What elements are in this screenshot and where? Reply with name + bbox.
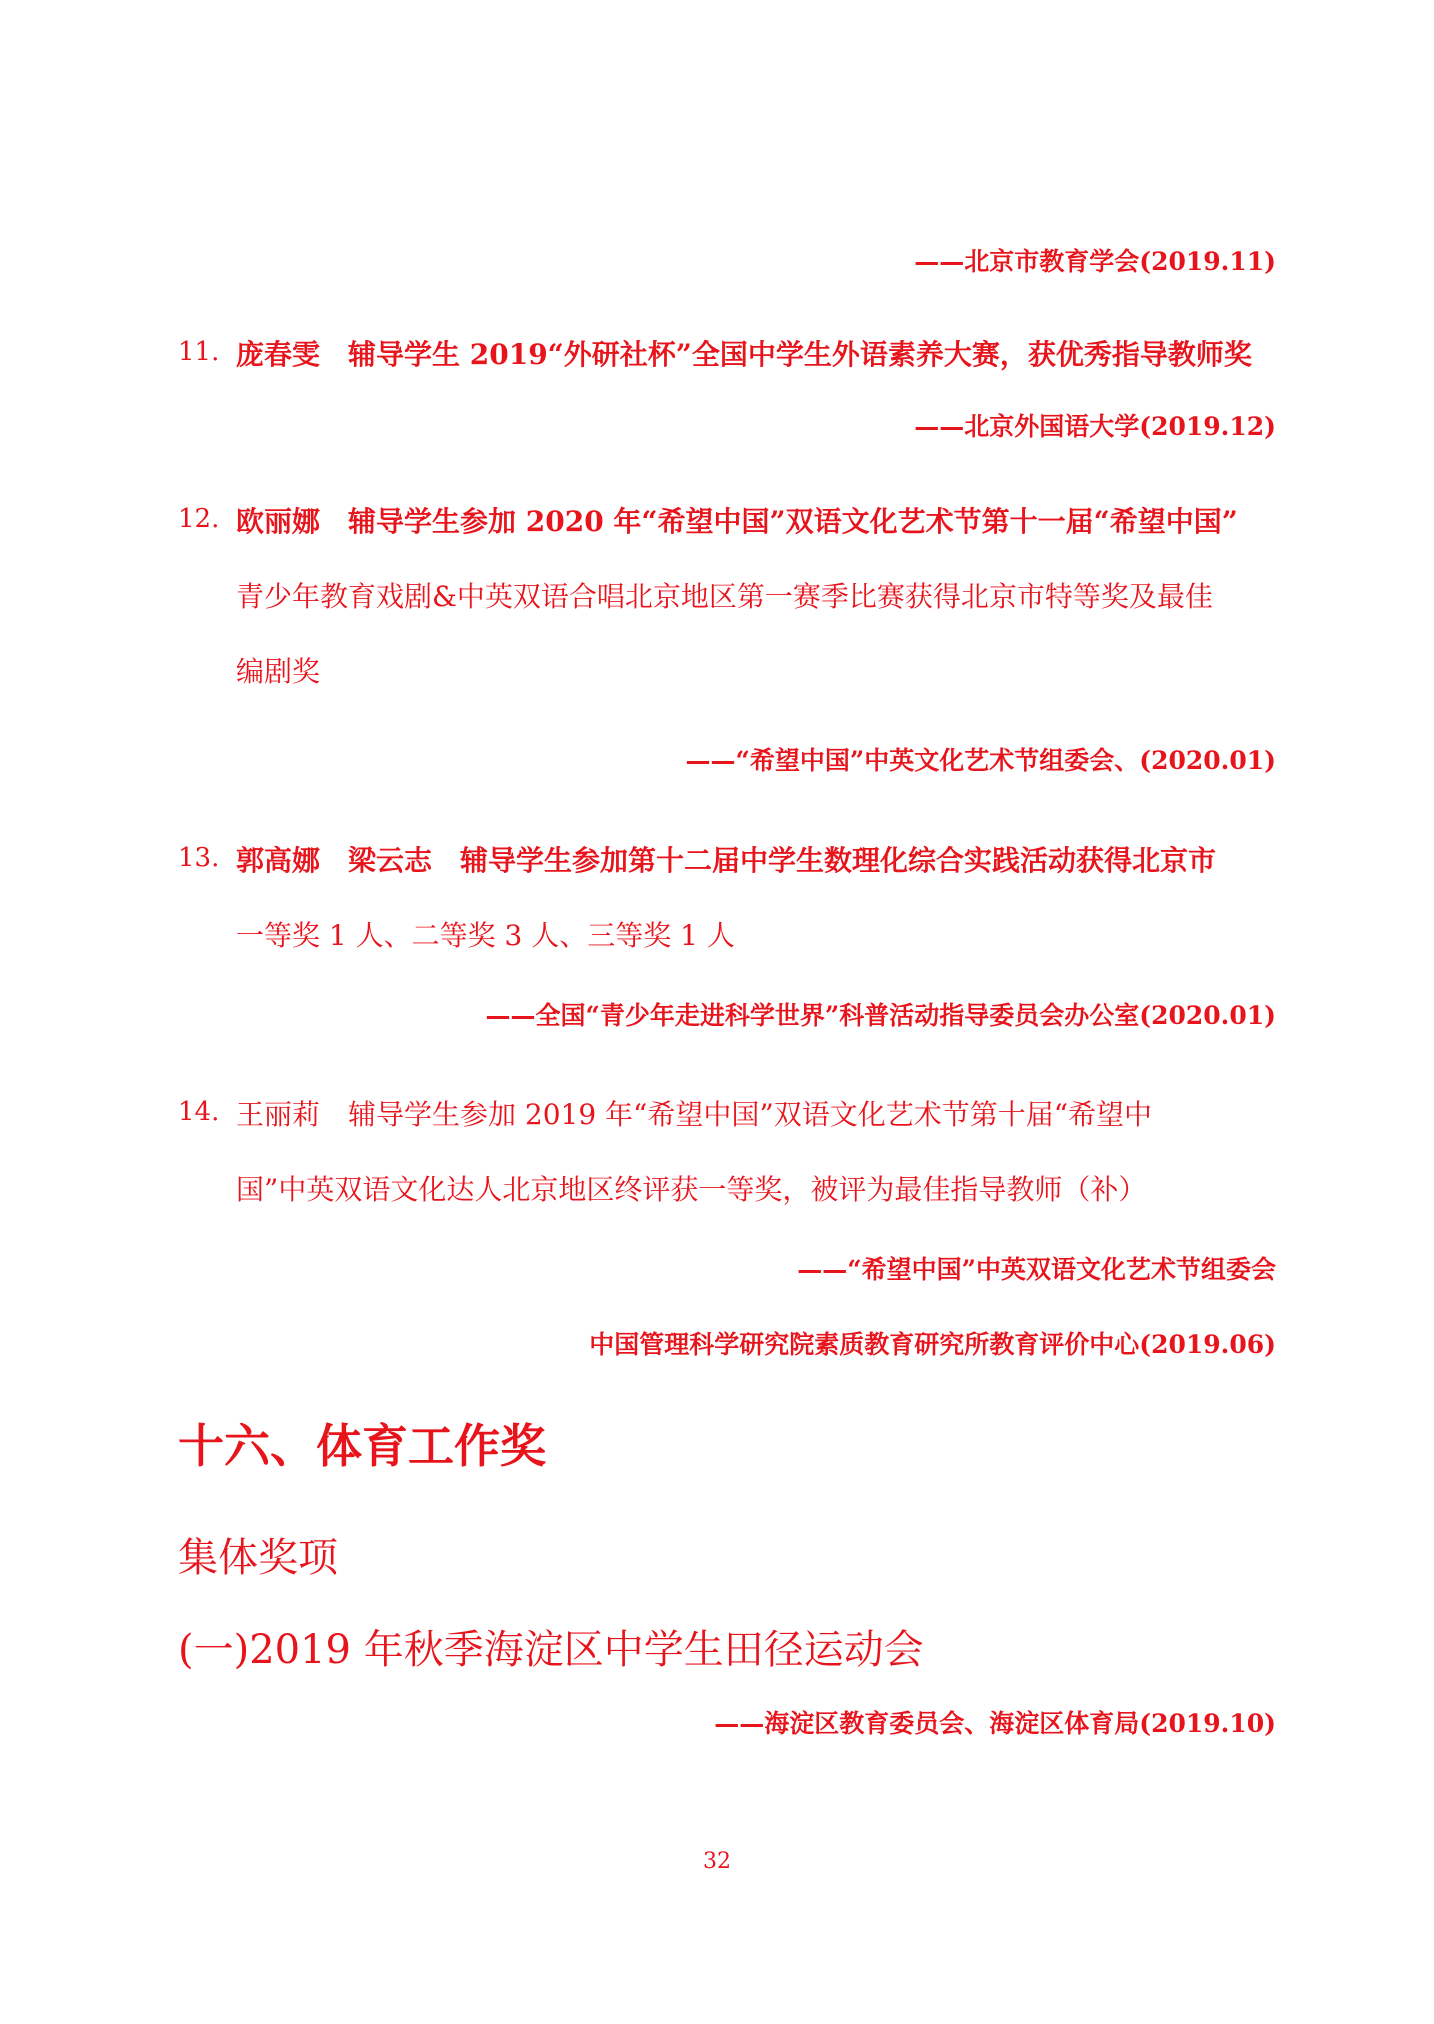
item-line: 庞春雯 辅导学生 2019“外研社杯”全国中学生外语素养大赛，获优秀指导教师奖 <box>236 338 1252 371</box>
source-line: ——全国“青少年走进科学世界”科普活动指导委员会办公室(2020.01) <box>485 1001 1276 1030</box>
item-line: 编剧奖 <box>236 655 321 688</box>
item-number: 13. <box>178 843 220 873</box>
item-line: 一等奖 1 人、二等奖 3 人、三等奖 1 人 <box>236 919 735 952</box>
source-line: ——“希望中国”中英双语文化艺术节组委会 <box>797 1255 1276 1284</box>
source-line: ——海淀区教育委员会、海淀区体育局(2019.10) <box>714 1709 1276 1738</box>
source-line: ——“希望中国”中英文化艺术节组委会、(2020.01) <box>685 746 1276 775</box>
item-number: 12. <box>178 504 220 534</box>
source-line: ——北京市教育学会(2019.11) <box>914 247 1276 276</box>
item-line: 郭高娜 梁云志 辅导学生参加第十二届中学生数理化综合实践活动获得北京市 <box>236 844 1217 877</box>
item-line: 王丽莉 辅导学生参加 2019 年“希望中国”双语文化艺术节第十届“希望中 <box>236 1098 1153 1131</box>
source-line: ——北京外国语大学(2019.12) <box>914 412 1276 441</box>
section-title: 十六、体育工作奖 <box>178 1419 546 1473</box>
item-line: 欧丽娜 辅导学生参加 2020 年“希望中国”双语文化艺术节第十一届“希望中国” <box>236 505 1238 538</box>
section-subtitle: 集体奖项 <box>178 1535 338 1581</box>
item-line: 国”中英双语文化达人北京地区终评获一等奖，被评为最佳指导教师（补） <box>236 1173 1147 1206</box>
item-line: 青少年教育戏剧&中英双语合唱北京地区第一赛季比赛获得北京市特等奖及最佳 <box>236 580 1213 613</box>
item-number: 11. <box>178 337 220 367</box>
page-number: 32 <box>703 1849 731 1874</box>
item-number: 14. <box>178 1097 220 1127</box>
source-line: 中国管理科学研究院素质教育研究所教育评价中心(2019.06) <box>589 1330 1276 1359</box>
event-title: (一)2019 年秋季海淀区中学生田径运动会 <box>178 1627 924 1673</box>
